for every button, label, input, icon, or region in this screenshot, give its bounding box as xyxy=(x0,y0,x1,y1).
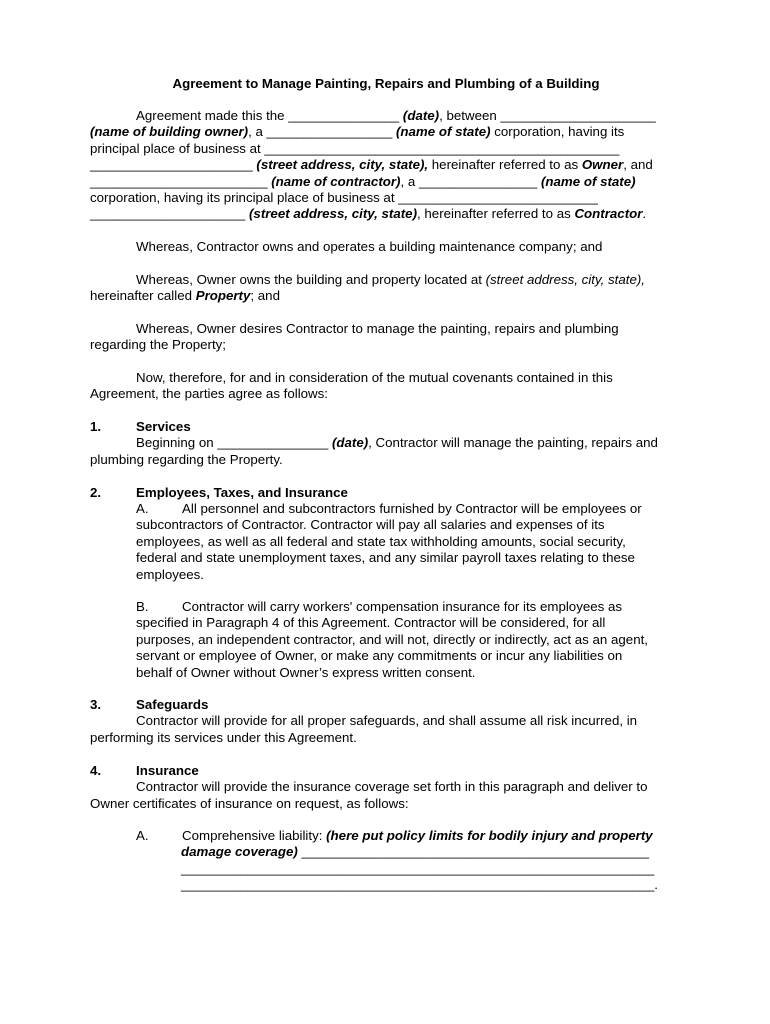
now-therefore: Now, therefore, for and in consideration of the mutual covenants contained in this Agreement, the parties agree as follows: xyxy=(90,370,613,402)
section-safeguards: 3. Safeguards Contractor will provide for all proper safeguards, and shall assume all risk incurred, in performing its services under this Agreement. xyxy=(90,697,638,745)
whereas-3: Whereas, Owner desires Contractor to manage the painting, repairs and plumbing regarding the Property; xyxy=(90,321,619,353)
intro-line-6: corporation, having its principal place of business at ___________________________ xyxy=(90,189,598,205)
section-employees xyxy=(90,485,682,501)
section-number: 4. xyxy=(90,763,102,778)
section-number: 3. xyxy=(90,697,102,712)
intro-paragraph xyxy=(90,108,682,223)
section-employees-a: A. All personnel and subcontractors furnished by Contractor will be employees or subcontractors of Contractor. Contractor will pay all salaries and expenses of its employees, as well as all federal and state tax withholding amounts, social security, federal and state unemployment taxes, and any similar payroll taxes relating to these employees. xyxy=(136,501,642,582)
section-insurance-a: A. Comprehensive liability: (here put policy limits for bodily injury and property damage coverage) _______________________________________________ ________________________________________________________________ ________________________________________________________________. xyxy=(136,828,658,893)
intro-line-5: ________________________ (name of contractor), a ________________ (name of state) xyxy=(90,173,636,189)
section-number: 1. xyxy=(90,419,102,434)
section-heading: Safeguards xyxy=(136,697,209,712)
section-insurance: 4. Insurance Contractor will provide the insurance coverage set forth in this paragraph and deliver to Owner certificates of insurance on request, as follows: xyxy=(90,763,648,811)
document-title: Agreement to Manage Painting, Repairs and Plumbing of a Building xyxy=(172,76,600,91)
intro-line-1: Agreement made this the _______________ (date), between _____________________ xyxy=(136,108,656,123)
whereas-1: Whereas, Contractor owns and operates a building maintenance company; and xyxy=(136,239,603,254)
intro-line-2: (name of building owner), a _________________ (name of state) corporation, having its xyxy=(90,124,625,140)
whereas-2: Whereas, Owner owns the building and property located at (street address, city, state), hereinafter called Property; and xyxy=(90,272,645,304)
section-number: 2. xyxy=(90,485,102,500)
section-employees-b: B. Contractor will carry workers' compensation insurance for its employees as specified in Paragraph 4 of this Agreement. Contractor will be considered, for all purposes, an independent contractor, and will not, directly or indirectly, act as an agent, servant or employee of Owner, or make any commitments or incur any liabilities on behalf of Owner without Owner’s express written consent. xyxy=(136,599,648,680)
section-services: 1. Services Beginning on _______________ (date), Contractor will manage the painting, repairs and plumbing regarding the Property. xyxy=(90,419,658,467)
intro-line-4: ______________________ (street address, city, state), hereinafter referred to as Owner, and xyxy=(90,157,653,173)
intro-line-7: _____________________ (street address, city, state), hereinafter referred to as Contractor. xyxy=(90,206,647,222)
intro-line-3: principal place of business at ________________________________________________ xyxy=(90,140,620,156)
section-heading: Services xyxy=(136,419,191,434)
section-heading: Employees, Taxes, and Insurance xyxy=(136,485,348,500)
section-heading: Insurance xyxy=(136,763,199,778)
